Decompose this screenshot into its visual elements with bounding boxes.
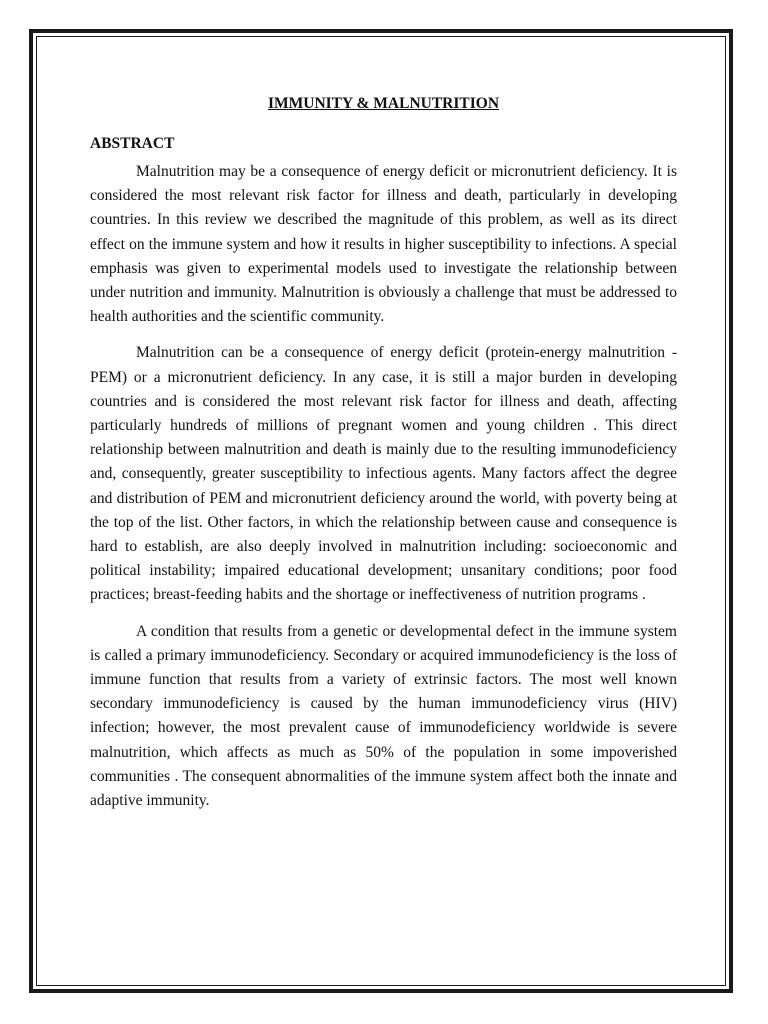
- paragraph-3: A condition that results from a genetic or developmental defect in the immune system is called a primary immunodeficiency. Secondary or acquired immunodeficiency is the loss of immune function that results from a variety of extrinsic factors. The most well known secondary immunodeficiency is caused by the human immunodeficiency virus (HIV) infection; however, the most prevalent cause of immunodeficiency worldwide is severe malnutrition, which affects as much as 50% of the population in some impoverished communities . The consequent abnormalities of the immune system affect both the innate and adaptive immunity.: [90, 622, 677, 810]
- paragraph-1: Malnutrition may be a consequence of energy deficit or micronutrient deficiency. It is considered the most relevant risk factor for illness and death, particularly in developing countries. In this review we described the magnitude of this problem, as well as its direct effect on the immune system and how it results in higher susceptibility to infections. A special emphasis was given to experimental models used to investigate the relationship between under nutrition and immunity. Malnutrition is obviously a challenge that must be addressed to health authorities and the scientific community.: [90, 163, 677, 326]
- abstract-heading: ABSTRACT: [90, 135, 175, 152]
- document-body: [90, 92, 677, 825]
- paragraph-2: Malnutrition can be a consequence of energy deficit (protein-energy malnutrition - PEM) or a micronutrient deficiency. In any case, it is still a major burden in developing countries and is considered the most relevant risk factor for illness and death, affecting particularly hundreds of millions of pregnant women and young children . This direct relationship between malnutrition and death is mainly due to the resulting immunodeficiency and, consequently, greater susceptibility to infectious agents. Many factors affect the degree and distribution of PEM and micronutrient deficiency around the world, with poverty being at the top of the list. Other factors, in which the relationship between cause and consequence is hard to establish, are also deeply involved in malnutrition including: socioeconomic and political instability; impaired educational development; unsanitary conditions; poor food practices; breast-feeding habits and the shortage or ineffectiveness of nutrition programs .: [90, 344, 677, 604]
- document-title: IMMUNITY & MALNUTRITION: [267, 95, 500, 112]
